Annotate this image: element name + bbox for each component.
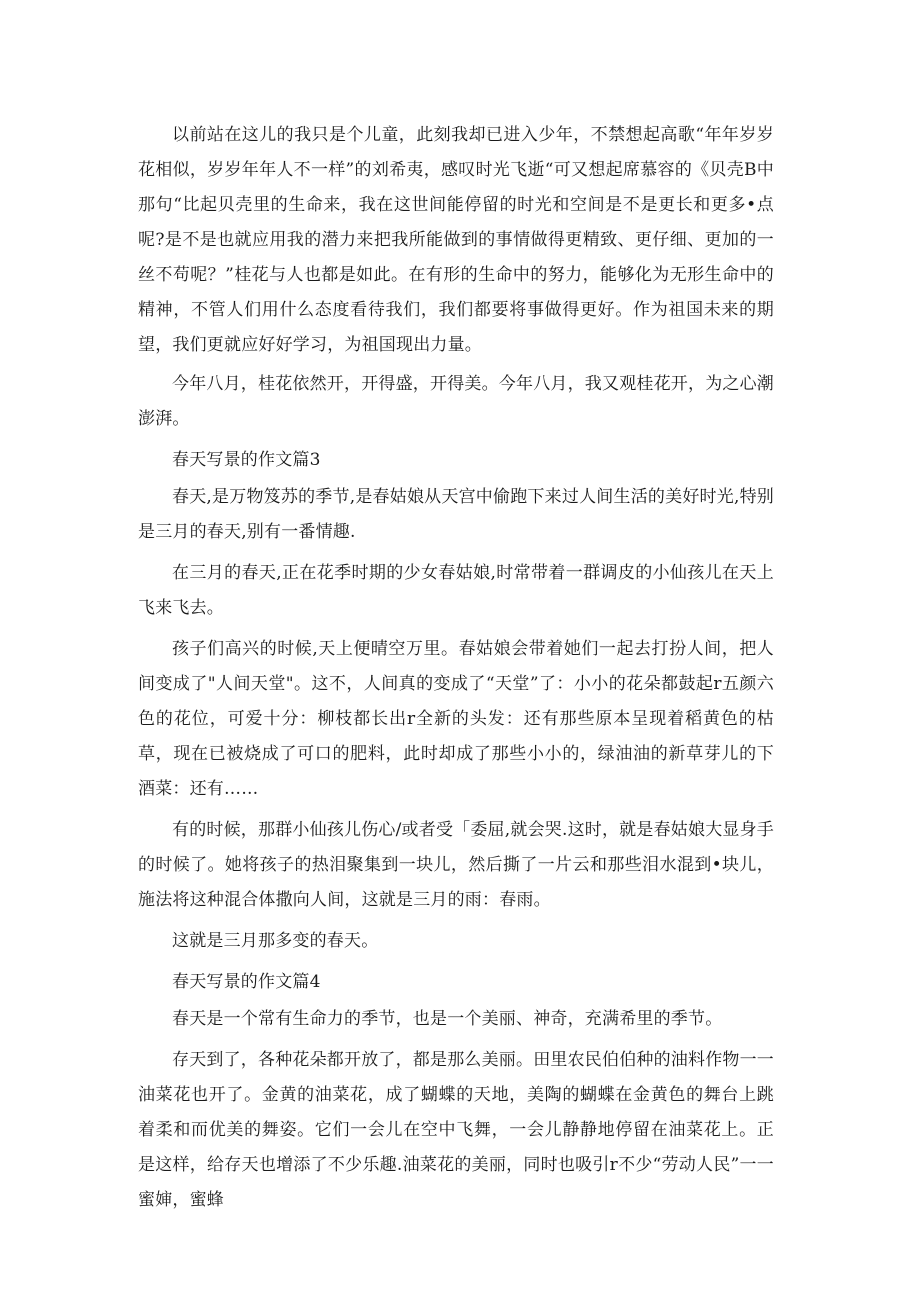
paragraph: 春天,是万物笈苏的季节,是春姑娘从天宫中偷跑下来过人间生活的美好时光,特别是三月的春天,别有一番情趣. xyxy=(138,487,774,542)
paragraph: 以前站在这儿的我只是个儿童，此刻我却已进入少年，不禁想起高歌“年年岁岁花相似，岁岁年年人不一样”的刘希夷，感叹时光飞逝“可又想起席慕容的《贝壳B中那句“比起贝壳里的生命来，我在这世间能停留的时光和空间是不是更长和更多•点呢?是不是也就应用我的潜力来把我所能做到的事情做得更精致、更仔细、更加的一丝不苟呢？”桂花与人也都是如此。在有形的生命中的努力，能够化为无形生命中的精神，不管人们用什么态度看待我们，我们都要将事做得更好。作为祖国未来的期望，我们更就应好好学习，为祖国现出力量。 xyxy=(138,125,774,355)
paragraph: 这就是三月那多变的春天。 xyxy=(172,931,379,951)
paragraph: 存天到了，各种花朵都开放了，都是那么美丽。田里农民伯伯种的油料作物一一油菜花也开了。金黄的油菜花，成了蝴蝶的天地，美陶的蝴蝶在金黄色的舞台上跳着柔和而优美的舞姿。它们一会儿在空中飞舞，一会儿静静地停留在油菜花上。正是这样，给存天也增添了不少乐趣.油菜花的美丽，同时也吸引r不少“劳动人民”一一蜜婶，蜜蜂 xyxy=(138,1050,774,1210)
section-heading: 春天写景的作文篇3 xyxy=(172,450,321,470)
section-heading: 春天写景的作文篇4 xyxy=(172,972,321,992)
paragraph: 今年八月，桂花依然开，开得盛，开得美。今年八月，我又观桂花开，为之心潮澎湃。 xyxy=(138,374,774,429)
paragraph: 有的时候，那群小仙孩儿伤心/或者受「委屈,就会哭.这时，就是春姑娘大显身手的时候了。她将孩子的热泪聚集到一块儿，然后撕了一片云和那些泪水混到•块儿，施法将这种混合体撒向人间，这就是三月的雨：春雨。 xyxy=(138,820,774,910)
paragraph: 在三月的春天,正在花季时期的少女春姑娘,时常带着一群调皮的小仙孩儿在天上飞来飞去。 xyxy=(138,563,774,618)
document-body xyxy=(138,118,774,1224)
paragraph: 孩子们高兴的时候,天上便晴空万里。春姑娘会带着她们一起去打扮人间，把人间变成了"人间天堂"。这不，人间真的变成了“天堂”了：小小的花朵都鼓起r五颜六色的花位，可爱十分：柳枝都长出r全新的头发：还有那些原本呈现着稻黄色的枯草，现在已被烧成了可口的肥料，此时却成了那些小小的，绿油油的新草芽儿的下酒菜：还有…… xyxy=(138,639,774,799)
paragraph: 春天是一个常有生命力的季节，也是一个美丽、神奇，充满希里的季节。 xyxy=(172,1009,723,1029)
